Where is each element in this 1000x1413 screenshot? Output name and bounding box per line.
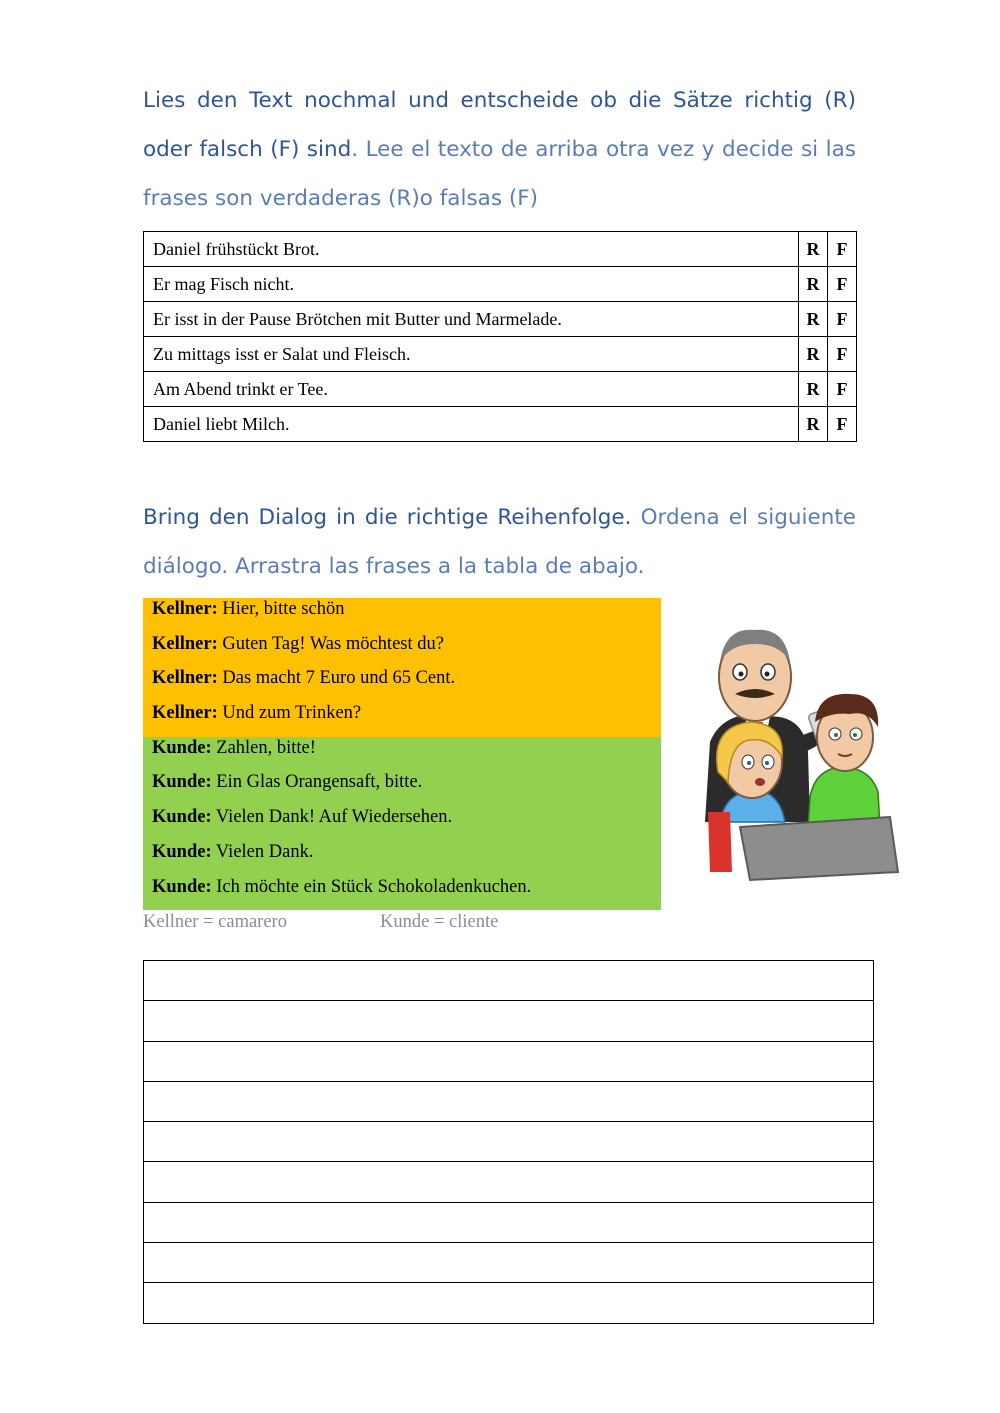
instruction-es: . Lee el texto de arriba otra vez y decide si las frases son verdaderas (R)o falsas (F)	[143, 137, 856, 211]
dialog-line-kellner[interactable]	[143, 702, 661, 737]
speaker-label: Kellner:	[152, 703, 218, 724]
speaker-label: Kellner:	[152, 633, 218, 654]
table-row	[144, 1283, 874, 1323]
instruction-true-false	[143, 76, 856, 223]
speaker-label: Kellner:	[152, 599, 218, 619]
drop-slot[interactable]	[144, 1001, 874, 1041]
sentence-cell: Daniel liebt Milch.	[144, 407, 799, 442]
dialog-line-kunde[interactable]	[143, 771, 661, 806]
sentence-cell: Er mag Fisch nicht.	[144, 267, 799, 302]
instruction-es: Ordena el siguiente diálogo. Arrastra las frases a la tabla de abajo.	[143, 505, 856, 579]
sentence-cell: Zu mittags isst er Salat und Fleisch.	[144, 337, 799, 372]
line-text: Ein Glas Orangensaft, bitte.	[211, 772, 423, 793]
option-f[interactable]: F	[828, 407, 857, 442]
table-row	[144, 1162, 874, 1202]
sentence-cell: Daniel frühstückt Brot.	[144, 232, 799, 267]
dialog-line-kunde[interactable]	[143, 841, 661, 876]
line-text: Hier, bitte schön	[217, 599, 345, 619]
line-text: Vielen Dank.	[211, 841, 314, 862]
line-text: Zahlen, bitte!	[211, 737, 316, 758]
instruction-dialog-order	[143, 493, 856, 591]
dialog-line-kunde[interactable]	[143, 876, 661, 911]
drop-slot[interactable]	[144, 1162, 874, 1202]
drop-slot[interactable]	[144, 1243, 874, 1283]
dialog-line-kunde[interactable]	[143, 737, 661, 772]
table-row	[144, 267, 857, 302]
legend-kellner: Kellner = camarero	[143, 912, 287, 932]
answer-drop-table	[143, 960, 874, 1324]
table-row	[144, 961, 874, 1001]
table-row	[144, 1202, 874, 1242]
table-row	[144, 1122, 874, 1162]
option-f[interactable]: F	[828, 267, 857, 302]
dialog-line-kellner[interactable]	[143, 598, 661, 633]
line-text: Und zum Trinken?	[217, 703, 362, 724]
line-text: Das macht 7 Euro und 65 Cent.	[217, 668, 456, 689]
instruction-de: Lies den Text nochmal und entscheide ob die Sätze richtig (R) oder falsch (F) sind	[143, 88, 856, 162]
table-row	[144, 1001, 874, 1041]
legend-kunde: Kunde = cliente	[380, 912, 499, 932]
option-r[interactable]: R	[799, 232, 828, 267]
table-row	[144, 1041, 874, 1081]
dialog-sentence-bank	[143, 598, 661, 910]
option-f[interactable]: F	[828, 232, 857, 267]
option-r[interactable]: R	[799, 372, 828, 407]
restaurant-illustration-icon	[690, 622, 905, 884]
speaker-label: Kunde:	[152, 737, 212, 758]
option-r[interactable]: R	[799, 302, 828, 337]
drop-slot[interactable]	[144, 1283, 874, 1323]
drop-slot[interactable]	[144, 1081, 874, 1121]
speaker-label: Kunde:	[152, 807, 212, 828]
line-text: Vielen Dank! Auf Wiedersehen.	[211, 807, 453, 828]
drop-slot[interactable]	[144, 1122, 874, 1162]
table-row	[144, 1081, 874, 1121]
option-r[interactable]: R	[799, 267, 828, 302]
sentence-cell: Am Abend trinkt er Tee.	[144, 372, 799, 407]
table-row	[144, 302, 857, 337]
option-f[interactable]: F	[828, 372, 857, 407]
instruction-de: Bring den Dialog in die richtige Reihenfolge.	[143, 505, 632, 530]
speaker-label: Kunde:	[152, 876, 212, 897]
true-false-table	[143, 231, 857, 442]
speaker-label: Kunde:	[152, 772, 212, 793]
table-row	[144, 407, 857, 442]
speaker-label: Kunde:	[152, 841, 212, 862]
table-row	[144, 372, 857, 407]
option-r[interactable]: R	[799, 407, 828, 442]
dialog-line-kunde[interactable]	[143, 806, 661, 841]
option-f[interactable]: F	[828, 302, 857, 337]
dialog-line-kellner[interactable]	[143, 633, 661, 668]
option-r[interactable]: R	[799, 337, 828, 372]
speaker-label: Kellner:	[152, 668, 218, 689]
drop-slot[interactable]	[144, 1041, 874, 1081]
table-row	[144, 1243, 874, 1283]
line-text: Ich möchte ein Stück Schokoladenkuchen.	[211, 876, 532, 897]
dialog-line-kellner[interactable]	[143, 667, 661, 702]
table-row	[144, 337, 857, 372]
drop-slot[interactable]	[144, 1202, 874, 1242]
option-f[interactable]: F	[828, 337, 857, 372]
drop-slot[interactable]	[144, 961, 874, 1001]
table-row	[144, 232, 857, 267]
line-text: Guten Tag! Was möchtest du?	[217, 633, 444, 654]
sentence-cell: Er isst in der Pause Brötchen mit Butter und Marmelade.	[144, 302, 799, 337]
